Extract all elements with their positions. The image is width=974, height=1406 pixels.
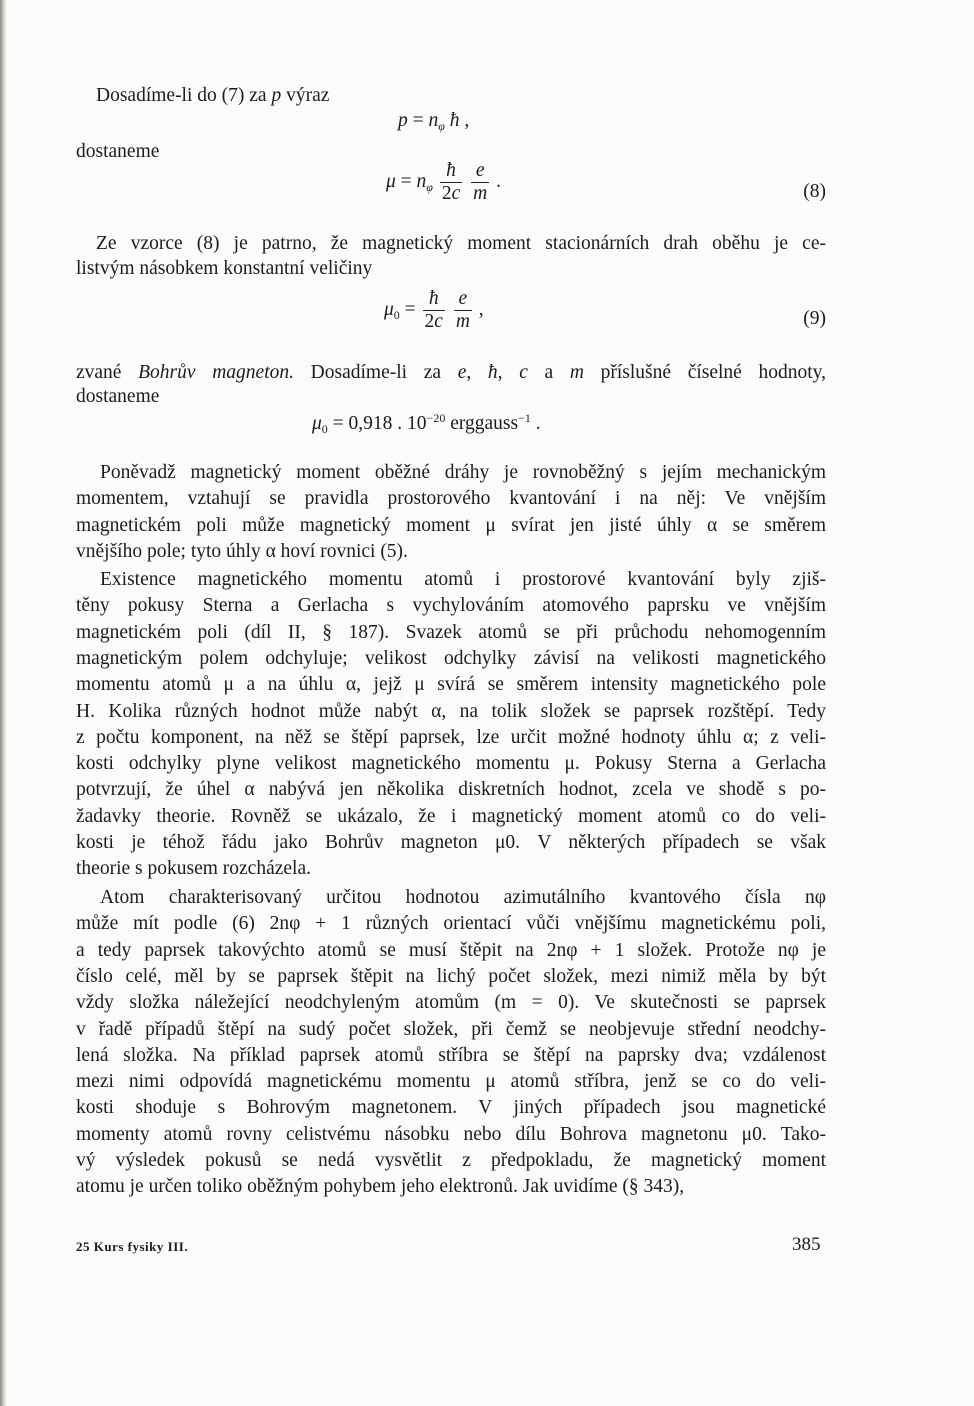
text-line: momenty atomů rovny celistvému násobku nebo dílu Bohrova magnetonu μ0. Tako- — [76, 1123, 826, 1145]
text-line: kosti odchylky plyne velikost magnetického momentu μ. Pokusy Sterna a Gerlacha — [76, 753, 826, 775]
equation-mu0-value: $\mu_0 = 0,918$ . $10^{-20}$ erggauss$^{-1}$ . — [312, 411, 541, 436]
text-line: magnetickém poli může magnetický moment μ svírat jen jisté úhly α se směrem — [76, 514, 826, 536]
text-line: kosti je téhož řádu jako Bohrův magneton μ0. V některých případech se však — [76, 832, 826, 853]
text-line-ze-vzorce: Ze vzorce (8) je patrno, že magnetický moment stacionárních drah oběhu je ce- — [96, 233, 826, 254]
text-line: číslo celé, měl by se paprsek štěpit na lichý počet složek, mezi nimiž měla by být — [76, 965, 826, 987]
equation-9-label: (9) — [803, 308, 826, 329]
text-line: magnetickém poli (díl II, § 187). Svazek atomů se při průchodu nehomogenním — [76, 621, 826, 643]
text-line: a tedy paprsek takovýchto atomů se musí štěpit na 2nφ + 1 složek. Protože nφ je — [76, 939, 826, 961]
text-line: vždy složka náležející neodchyleným atomům (m = 0). Ve skutečnosti se paprsek — [76, 992, 826, 1014]
text-line-intro: Dosadíme-li do (7) za p výraz — [96, 85, 330, 106]
equation-9: $\mu_0$ = $\frac{ħ}{2c}$ $\frac{e}{m}$ , — [384, 288, 484, 332]
text-line: v řadě případů štěpí na sudý počet složek, při čemž se neobjevuje střední neodchy- — [76, 1018, 826, 1040]
text-line: momentu atomů μ a na úhlu α, jejž μ svírá se směrem intensity magnetického pole — [76, 674, 826, 696]
text-line: H. Kolika různých hodnot může nabýt α, na tolik složek se paprsek rozštěpí. Tedy — [76, 700, 826, 722]
text-line-listvym: listvým násobkem konstantní veličiny — [76, 258, 373, 279]
text-line: kosti shoduje s Bohrovým magnetonem. V jiných případech jsou magnetické — [76, 1097, 826, 1119]
text-line-dostaneme-2: dostaneme — [76, 386, 160, 407]
text-line-dostaneme-1: dostaneme — [76, 141, 160, 162]
text-line-zvane: zvané Bohrův magneton. Dosadíme-li za e, ħ, c a m příslušné číselné hodnoty, — [76, 362, 827, 383]
text-line: theorie s pokusem rozcházela. — [76, 858, 311, 880]
text-line: Existence magnetického momentu atomů i prostorové kvantování byly zjiš- — [100, 569, 826, 590]
text-line: těny pokusy Sterna a Gerlacha s vychylováním atomového paprsku ve vnějším — [76, 595, 826, 617]
equation-8-label: (8) — [803, 181, 826, 202]
text-line: potvrzují, že úhel α nabývá jen několika diskretních hodnot, zcela ve shodě s po- — [76, 779, 826, 801]
text-line: Atom charakterisovaný určitou hodnotou azimutálního kvantového čísla nφ — [100, 887, 826, 908]
text-line: může mít podle (6) 2nφ + 1 různých orientací vůči vnějšímu magnetickému poli, — [76, 913, 826, 935]
page-number: 385 — [792, 1234, 821, 1255]
text-line: Poněvadž magnetický moment oběžné dráhy je rovnoběžný s jejím mechanickým — [100, 462, 826, 483]
text-line: magnetickým polem odchyluje; velikost odchylky závisí na velikosti magnetického — [76, 647, 826, 669]
text-line: vý výsledek pokusů se nedá vysvětlit z předpokladu, že magnetický moment — [76, 1150, 826, 1171]
text-line: mezi nimi odpovídá magnetickému momentu μ atomů stříbra, jenž se co do veli- — [76, 1071, 826, 1093]
equation-p: $p = n_\varphi$ ħ , — [398, 110, 470, 133]
text-line: žadavky theorie. Rovněž se ukázalo, že i magnetický moment atomů co do veli- — [76, 805, 826, 827]
text-line: z počtu komponent, na něž se štěpí paprsek, lze určit možné hodnoty úhlu α; z veli- — [76, 726, 826, 748]
text-line: momentem, vztahují se pravidla prostorového kvantování i na něj: Ve vnějším — [76, 488, 826, 510]
equation-8: $\mu = n_\varphi$ $\frac{ħ}{2c}$ $\frac{e}{m}$ . — [386, 160, 501, 204]
text-line: lená složka. Na příklad paprsek atomů stříbra se štěpí na paprsky dva; vzdálenost — [76, 1044, 826, 1066]
footer-book-title: 25 Kurs fysiky III. — [76, 1239, 189, 1254]
text-line: atomu je určen toliko oběžným pohybem jeho elektronů. Jak uvidíme (§ 343), — [76, 1176, 685, 1198]
text-line: vnějšího pole; tyto úhly α hoví rovnici (5). — [76, 540, 408, 562]
